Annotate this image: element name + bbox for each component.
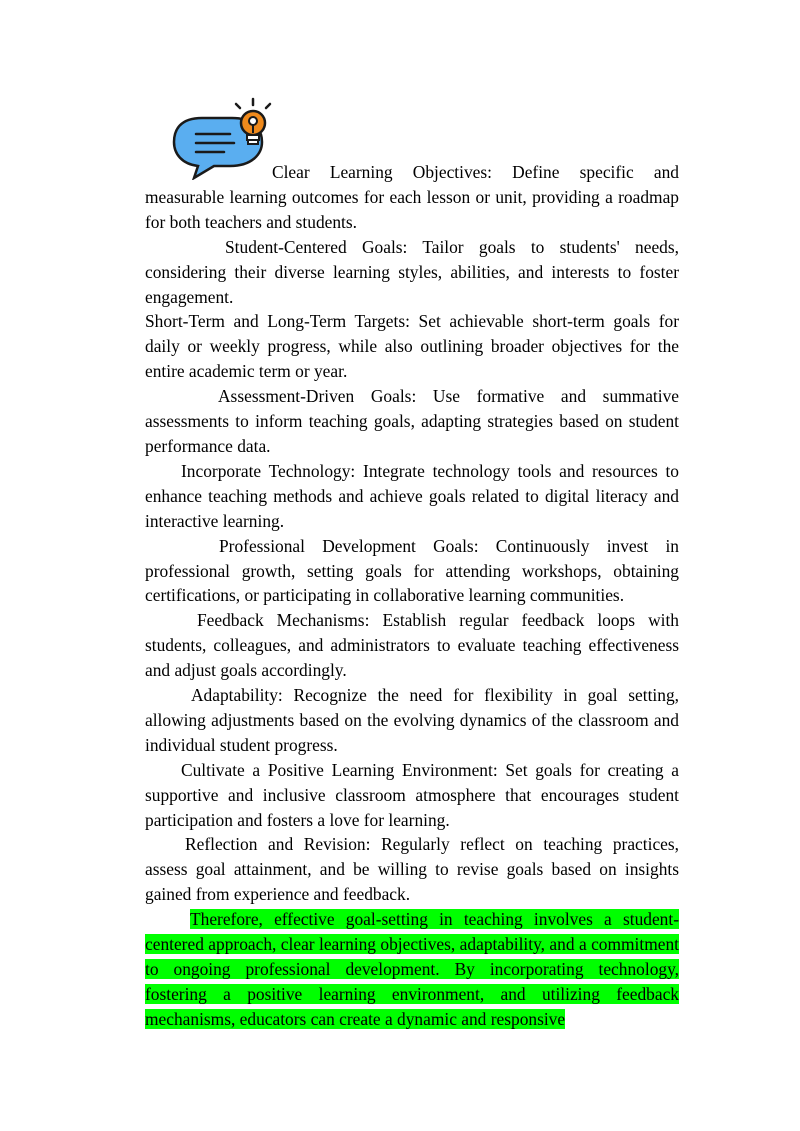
paragraph-positive-environment: Cultivate a Positive Learning Environment: Set goals for creating a supportive and inclusive classroom atmosphere that encourages student participation and fosters a love for learning. [145,759,679,830]
paragraph-short-long-term-targets: Short-Term and Long-Term Targets: Set achievable short-term goals for daily or weekly progress, while also outlining broader objectives for the entire academic term or year. [145,311,679,382]
paragraph-reflection-revision: Reflection and Revision: Regularly reflect on teaching practices, assess goal attainment, and be willing to revise goals based on insights gained from experience and feedback. [145,834,679,905]
paragraph-adaptability: Adaptability: Recognize the need for flexibility in goal setting, allowing adjustments based on the evolving dynamics of the classroom and individual student progress. [145,685,679,755]
highlighted-conclusion: Therefore, effective goal-setting in teaching involves a student-centered approach, clear learning objectives, adaptability, and a commitment to ongoing professional development. By incorporating technology, fostering a positive learning environment, and utilizing feedback mechanisms, educators can create a dynamic and responsive [145,909,679,1029]
paragraph-clear-learning-objectives: Clear Learning Objectives: Define specific and measurable learning outcomes for each lesson or unit, providing a roadmap for both teachers and students. [145,162,679,232]
paragraph-incorporate-technology: Incorporate Technology: Integrate technology tools and resources to enhance teaching methods and achieve goals related to digital literacy and interactive learning. [145,460,679,531]
paragraph-conclusion [145,907,679,1032]
paragraph-student-centered-goals: Student-Centered Goals: Tailor goals to students' needs, considering their diverse learning styles, abilities, and interests to foster engagement. [145,236,679,307]
paragraph-assessment-driven-goals: Assessment-Driven Goals: Use formative and summative assessments to inform teaching goals, adapting strategies based on student performance data. [145,386,679,456]
paragraph-professional-development: Professional Development Goals: Continuously invest in professional growth, setting goals for attending workshops, obtaining certifications, or participating in collaborative learning communities. [145,535,679,606]
body-text [145,160,679,1032]
paragraph-feedback-mechanisms: Feedback Mechanisms: Establish regular feedback loops with students, colleagues, and administrators to evaluate teaching effectiveness and adjust goals accordingly. [145,610,679,681]
